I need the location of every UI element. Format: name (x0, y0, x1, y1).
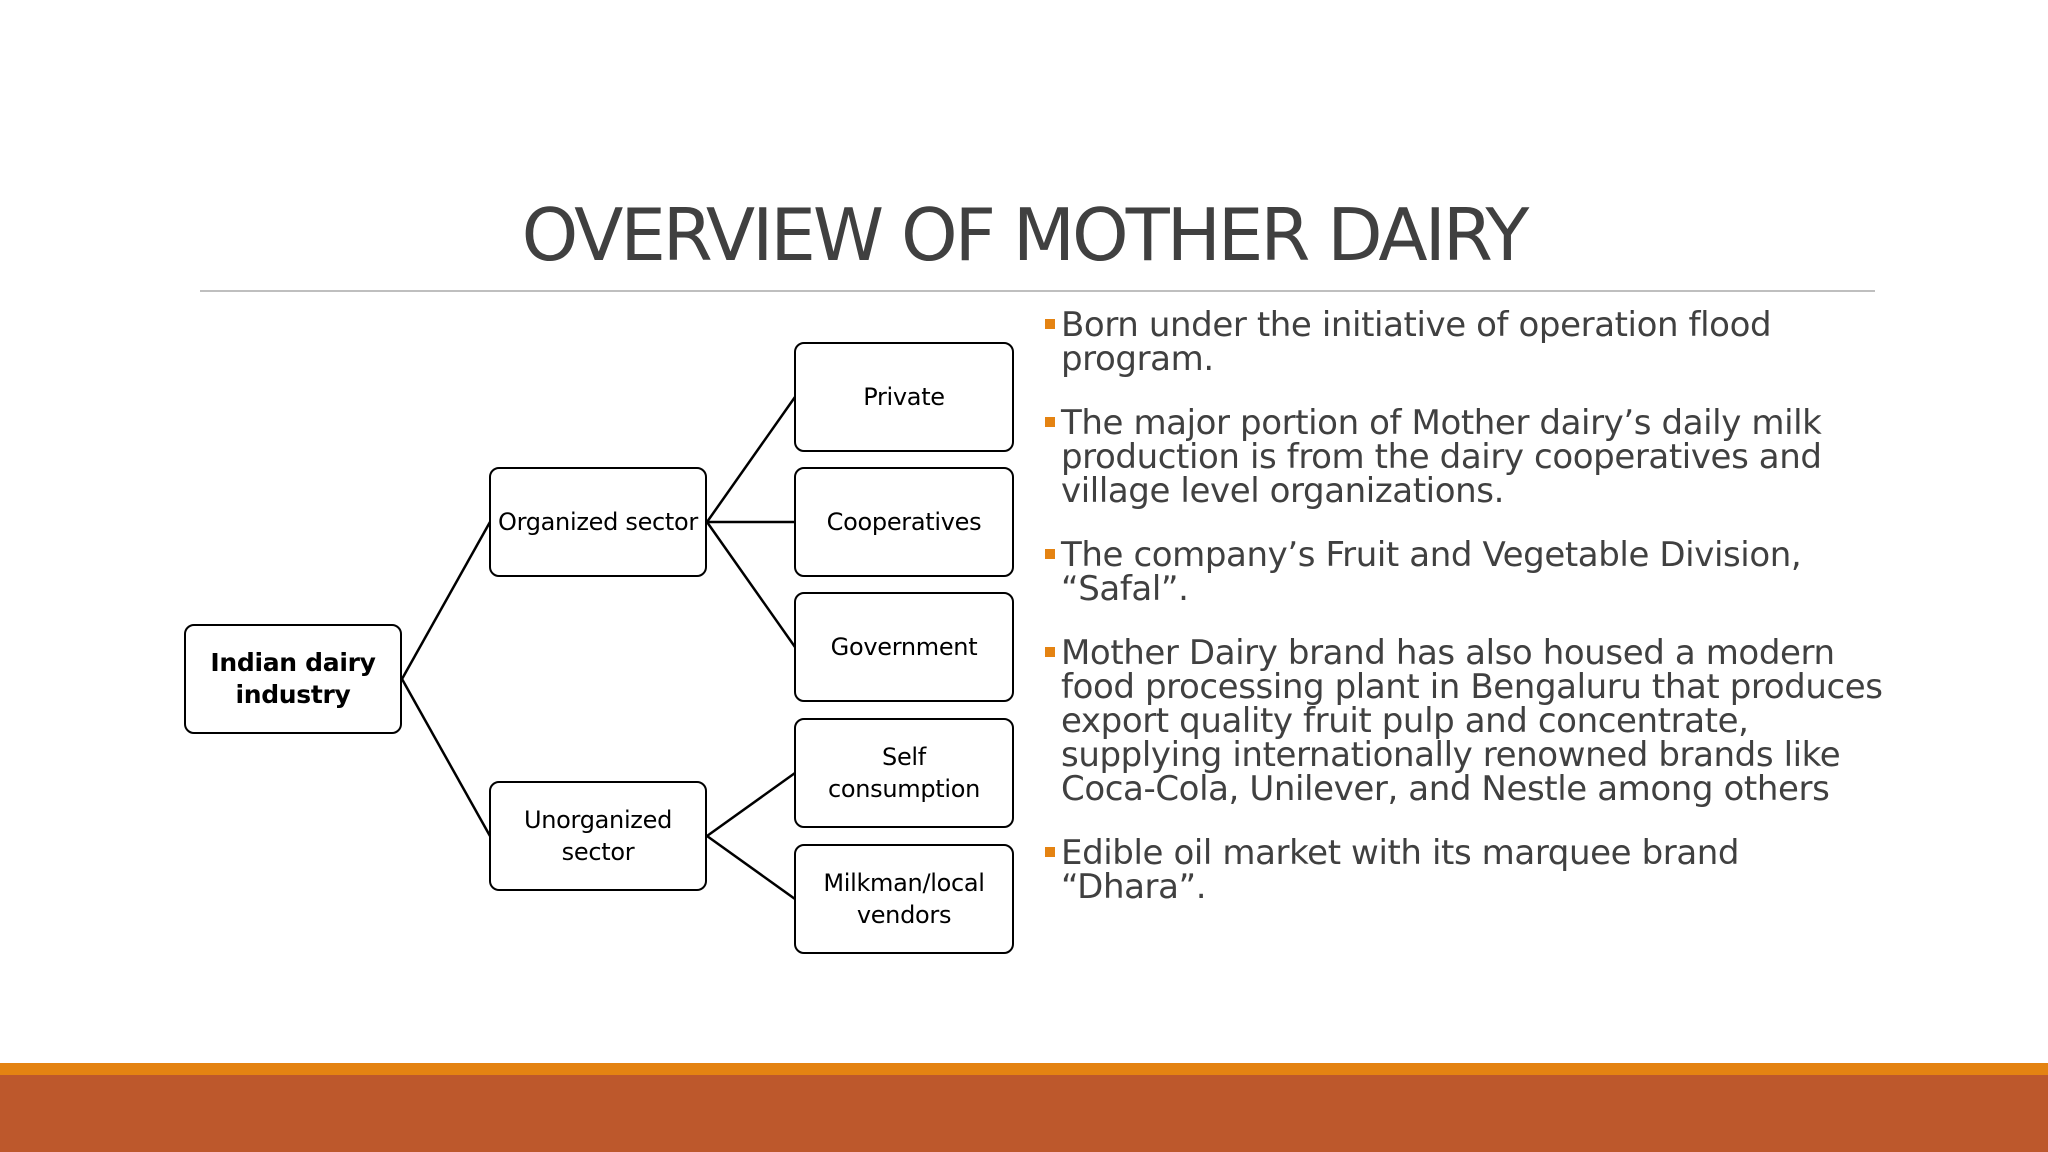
connector-unorganized-milkman (707, 836, 795, 899)
node-milkman-local-vendors: Milkman/local vendors (794, 844, 1014, 954)
square-bullet-icon (1045, 647, 1055, 657)
connector-organized-private (707, 397, 795, 522)
bullet-text: Edible oil market with its marquee brand “Dhara”. (1061, 833, 1740, 907)
square-bullet-icon (1045, 417, 1055, 427)
slide-title: OVERVIEW OF MOTHER DAIRY (521, 193, 1527, 277)
bullet-text: The major portion of Mother dairy’s daily milk production is from the dairy cooperatives and village level organizations. (1061, 403, 1822, 511)
footer-band (0, 1075, 2048, 1152)
bullet-text: Born under the initiative of operation flood program. (1061, 305, 1772, 379)
connector-root-unorganized (402, 679, 490, 836)
bullet-item (1045, 633, 1885, 809)
bullet-text: The company’s Fruit and Vegetable Division, “Safal”. (1061, 535, 1802, 609)
bullet-item (1045, 305, 1885, 379)
footer-accent-stripe (0, 1063, 2048, 1075)
node-government: Government (794, 592, 1014, 702)
bullet-list (1045, 305, 1885, 934)
connector-unorganized-self (707, 773, 795, 836)
bullet-text: Mother Dairy brand has also housed a modern food processing plant in Bengaluru that produces export quality fruit pulp and concentrate, supplying internationally renowned brands like Coca-Cola, Unilever, and Nestle among others (1061, 633, 1883, 809)
node-private: Private (794, 342, 1014, 452)
node-unorganized-sector: Unorganized sector (489, 781, 707, 891)
bullet-item (1045, 403, 1885, 511)
node-indian-dairy-industry: Indian dairy industry (184, 624, 402, 734)
connector-organized-government (707, 522, 795, 647)
node-cooperatives: Cooperatives (794, 467, 1014, 577)
square-bullet-icon (1045, 549, 1055, 559)
node-organized-sector: Organized sector (489, 467, 707, 577)
square-bullet-icon (1045, 319, 1055, 329)
bullet-item (1045, 535, 1885, 609)
node-self-consumption: Self consumption (794, 718, 1014, 828)
connector-root-organized (402, 522, 490, 679)
square-bullet-icon (1045, 847, 1055, 857)
bullet-item (1045, 833, 1885, 907)
